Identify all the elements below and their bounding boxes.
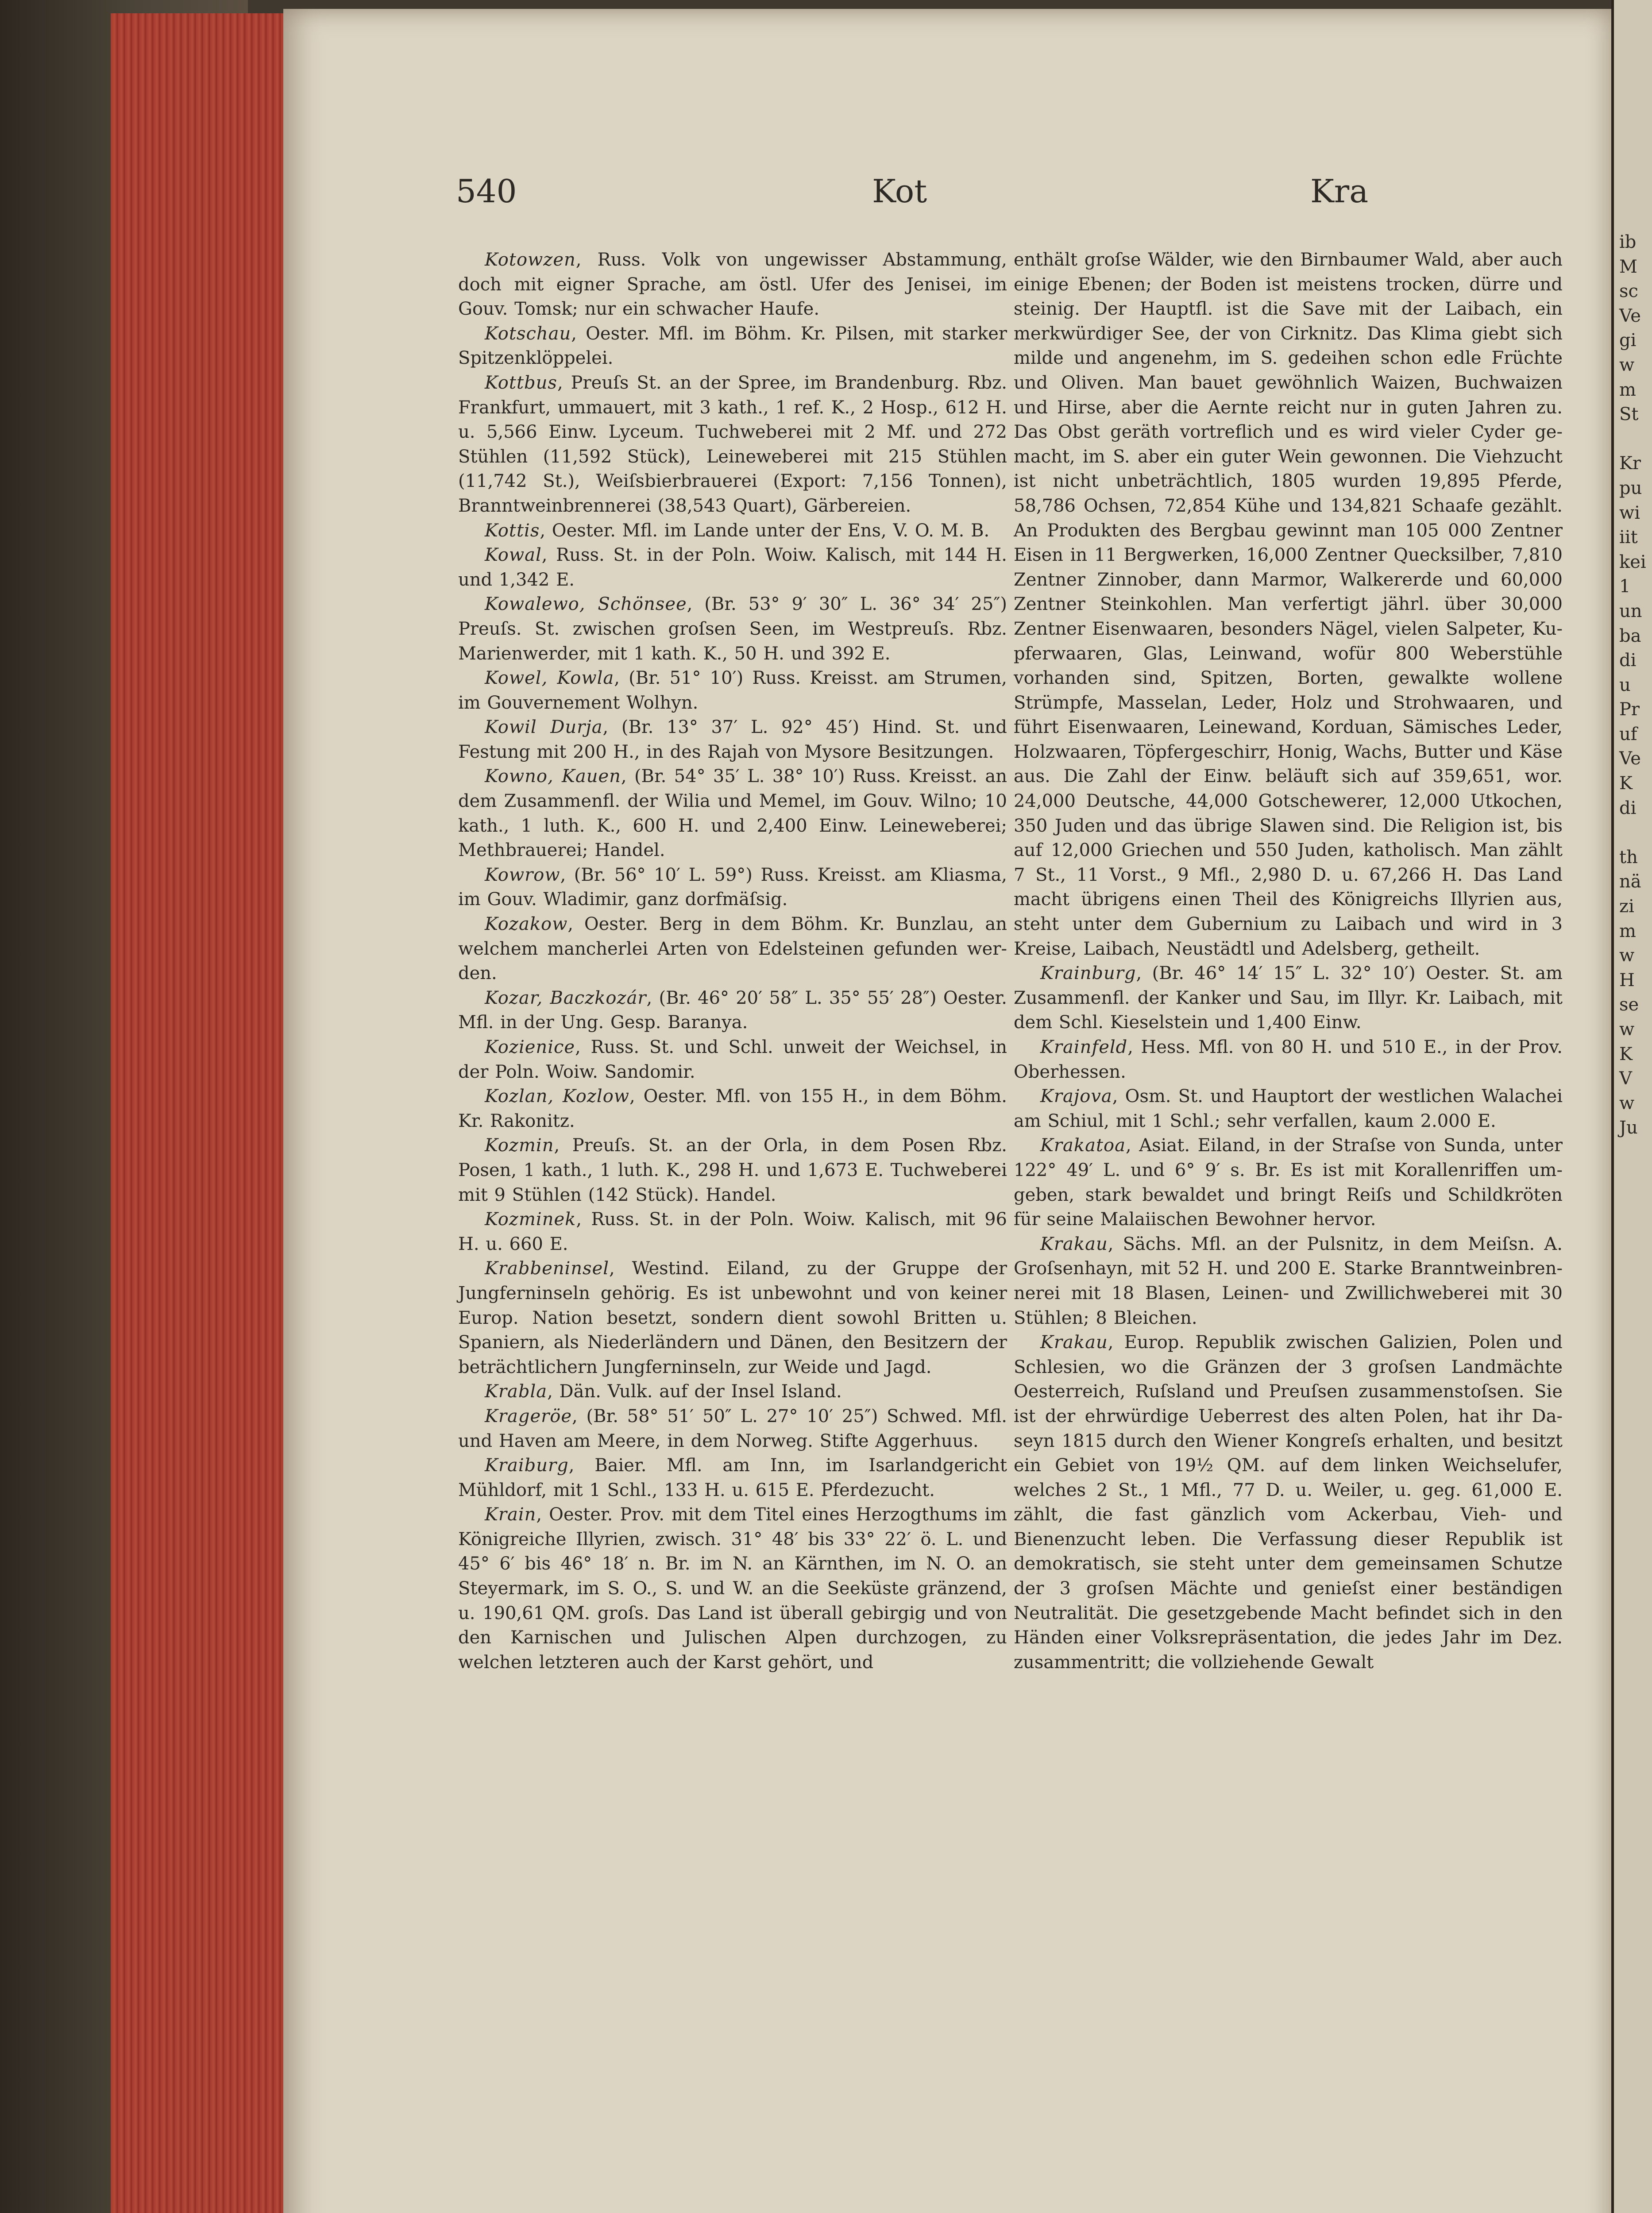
entry-text: , Russ. St. in der Poln. Woiw. Kalisch, mit 144 H. und 1,342 E.: [458, 545, 1007, 590]
entry-headword: Krabla: [485, 1381, 548, 1402]
running-head: [283, 173, 1611, 221]
dictionary-entry: [1014, 1035, 1563, 1084]
right-column: [1014, 248, 1563, 1675]
entry-headword: Kowalewo, Schönsee: [485, 594, 687, 615]
dictionary-entry: [1014, 1133, 1563, 1232]
entry-text: , (Br. 56° 10′ L. 59°) Russ. Kreisst. am Kliasma, im Gouv. Wladimir, ganz dorfmäſsig.: [458, 864, 1007, 910]
dictionary-entry: [1014, 961, 1563, 1035]
dictionary-entry: [458, 1380, 1007, 1404]
dictionary-entry: [458, 1133, 1007, 1207]
entry-text: , Dän. Vulk. auf der Insel Island.: [547, 1381, 842, 1402]
book-page: [283, 9, 1611, 2213]
dictionary-entry: [458, 322, 1007, 371]
next-page-fragment: ib M sc Ve gi w m St Kr pu wi iit kei 1 un ba di u Pr uf Ve K di th nä zi m w H se w K V w Ju: [1619, 232, 1646, 1138]
dictionary-entry: [1014, 1330, 1563, 1675]
entry-headword: Kozminek: [485, 1209, 576, 1230]
entry-headword: Krakatoa: [1040, 1135, 1126, 1156]
entry-headword: Kowno, Kauen: [485, 766, 621, 787]
dictionary-entry: [1014, 1232, 1563, 1330]
entry-headword: Krainburg: [1040, 963, 1136, 984]
entry-headword: Krainfeld: [1040, 1037, 1128, 1057]
dictionary-entry: [1014, 248, 1563, 961]
entry-headword: Kowel, Kowla: [485, 668, 614, 689]
entry-text: , Oester. Prov. mit dem Titel eines Herzogthums im Königreiche Illyrien, zwisch. 31° 48′ bis 33° 22′ ö. L. und 45° 6′ bis 46° 18′ n. Br. im N. an Kärnthen, im N. O. an Steyermark, im S. O., S. und W. an die Seeküste gränzend, u. 190,61 QM. groſs. Das Land ist überall gebirgig und von den Karnischen und Julischen Alpen durchzogen, zu welchen letzteren auch der Karst gehört, und: [458, 1504, 1007, 1673]
entry-headword: Krajova: [1040, 1086, 1112, 1107]
entry-text: , (Br. 46° 14′ 15″ L. 32° 10′) Oester. St. am Zusammenfl. der Kanker und Sau, im Illyr. Kr. Laibach, mit dem Schl. Kieselstein und 1,400 Einw.: [1014, 963, 1563, 1033]
entry-headword: Krageröe: [485, 1406, 572, 1426]
entry-text: enthält groſse Wälder, wie den Birnbaumer Wald, aber auch einige Ebenen; der Boden ist meistens trocken, dürre und steinig. Der Hauptfl. ist die Save mit der Laibach, ein merkwürdiger See, der von Cirknitz. Das Klima giebt sich milde und angenehm, im S. gedeihen schon edle Früchte und Oliven. Man bauet gewöhnlich Waizen, Buchwaizen und Hirse, aber die Aernte reicht nur in guten Jahren zu. Das Obst geräth vortreflich und es wird vieler Cyder gemacht, im S. aber ein guter Wein gewonnen. Die Viehzucht ist nicht unbeträchtlich, 1805 wurden 19,895 Pferde, 58,786 Ochsen, 72,854 Kühe und 134,821 Schaafe gezählt. An Produkten des Bergbau gewinnt man 105 000 Zentner Eisen in 11 Bergwerken, 16,000 Zentner Quecksilber, 7,810 Zentner Zinnober, dann Marmor, Walkererde und 60,000 Zentner Steinkohlen. Man verfertigt jährl. über 30,000 Zentner Eisenwaaren, besonders Nägel, vielen Salpeter, Kupferwaaren, Glas, Leinwand, wofür 800 Weberstühle vorhanden sind, Spitzen, Borten, gewalkte wollene Strümpfe, Masselan, Leder, Holz und Strohwaaren, und führt Eisenwaaren, Leinewand, Korduan, Sämisches Leder, Holzwaaren, Töpfergeschirr, Honig, Wachs, Butter und Käse aus. Die Zahl der Einw. beläuft sich auf 359,651, wor. 24,000 Deutsche, 44,000 Gotschewerer, 12,000 Utkochen, 350 Juden und das übrige Slawen sind. Die Religion ist, bis auf 12,000 Griechen und 550 Juden, katholisch. Man zählt 7 St., 11 Vorst., 9 Mfl., 2,980 D. u. 67,266 H. Das Land macht übrigens einen Theil des Königreichs Illyrien aus, steht unter dem Gubernium zu Laibach und wird in 3 Kreise, Laibach, Neustädtl und Adelsberg, getheilt.: [1014, 250, 1563, 959]
dictionary-entry: [458, 543, 1007, 592]
page-number: 540: [456, 173, 517, 210]
entry-text: , (Br. 58° 51′ 50″ L. 27° 10′ 25″) Schwed. Mfl. und Haven am Meere, in dem Norweg. Stifte Aggerhuus.: [458, 1406, 1007, 1451]
entry-headword: Kotschau: [485, 323, 571, 344]
dictionary-entry: [458, 715, 1007, 764]
entry-headword: Krakau: [1040, 1332, 1108, 1353]
dictionary-entry: [458, 666, 1007, 715]
entry-text: , Hess. Mfl. von 80 H. und 510 E., in der Prov. Oberhessen.: [1014, 1037, 1563, 1082]
entry-text: , (Br. 51° 10′) Russ. Kreisst. am Strumen, im Gouvernement Wolhyn.: [458, 668, 1007, 713]
entry-headword: Kozienice: [485, 1037, 575, 1057]
entry-text: , (Br. 53° 9′ 30″ L. 36° 34′ 25″) Preuſs. St. zwischen groſsen Seen, im Westpreuſs. Rbz. Marienwerder, mit 1 kath. K., 50 H. und 392 E.: [458, 594, 1007, 664]
entry-text: , Russ. Volk von ungewisser Abstammung, doch mit eigner Sprache, am östl. Ufer des Jenisei, im Gouv. Tomsk; nur ein schwacher Haufe.: [458, 250, 1007, 320]
entry-text: , Asiat. Eiland, in der Straſse von Sunda, unter 122° 49′ L. und 6° 9′ s. Br. Es ist mit Korallenriffen umgeben, stark bewaldet und bringt Reiſs und Schildkröten für seine Malaiischen Bewohner hervor.: [1014, 1135, 1563, 1230]
dictionary-entry: [458, 986, 1007, 1035]
entry-text: , Oester. Mfl. im Lande unter der Ens, V. O. M. B.: [540, 520, 990, 541]
entry-text: , Preuſs St. an der Spree, im Brandenburg. Rbz. Frankfurt, ummauert, mit 3 kath., 1 ref. K., 2 Hosp., 612 H. u. 5,566 Einw. Lyceum. Tuchweberei mit 2 Mf. und 272 Stühlen (11,592 Stück), Leineweberei mit 215 Stühlen (11,742 St.), Weiſsbierbrauerei (Export: 7,156 Tonnen), Branntweinbrennerei (38,543 Quart), Gärbereien.: [458, 372, 1007, 516]
entry-headword: Kottbus: [485, 372, 557, 393]
dictionary-entry: [458, 1453, 1007, 1503]
running-head-left: Kot: [872, 173, 927, 210]
entry-text: , Oester. Berg in dem Böhm. Kr. Bunzlau, an welchem mancherlei Arten von Edelsteinen gefunden werden.: [458, 914, 1007, 984]
next-page-margin: [1611, 0, 1652, 2213]
entry-headword: Kozar, Baczkozár: [485, 987, 647, 1008]
dictionary-entry: [458, 592, 1007, 666]
dictionary-entry: [458, 1035, 1007, 1084]
entry-headword: Krain: [485, 1504, 537, 1525]
entry-text: , Russ. St. in der Poln. Woiw. Kalisch, mit 96 H. u. 660 E.: [458, 1209, 1007, 1254]
entry-text: , Oester. Mfl. im Böhm. Kr. Pilsen, mit starker Spitzenklöppelei.: [458, 323, 1007, 369]
entry-text: , Sächs. Mfl. an der Pulsnitz, in dem Meiſsn. A. Groſsenhayn, mit 52 H. und 200 E. Starke Branntweinbrennerei mit 18 Blasen, Leinen- und Zwillichweberei mit 30 Stühlen; 8 Bleichen.: [1014, 1234, 1563, 1328]
entry-headword: Kozakow: [485, 914, 568, 935]
dictionary-entry: [458, 1257, 1007, 1380]
entry-text: , (Br. 46° 20′ 58″ L. 35° 55′ 28″) Oester. Mfl. in der Ung. Gesp. Baranya.: [458, 987, 1007, 1033]
dictionary-entry: [458, 248, 1007, 322]
entry-text: , Oester. Mfl. von 155 H., in dem Böhm. Kr. Rakonitz.: [458, 1086, 1007, 1131]
dictionary-entry: [458, 1404, 1007, 1453]
dictionary-entry: [458, 371, 1007, 519]
entry-headword: Krakau: [1040, 1234, 1108, 1254]
entry-text: , Baier. Mfl. am Inn, im Isarlandgericht Mühldorf, mit 1 Schl., 133 H. u. 615 E. Pferdezucht.: [458, 1455, 1007, 1500]
running-head-right: Kra: [1310, 173, 1369, 210]
entry-headword: Kowrow: [485, 864, 560, 885]
entry-headword: Kraiburg: [485, 1455, 569, 1476]
entry-headword: Kozlan, Kozlow: [485, 1086, 630, 1107]
left-column: [458, 248, 1007, 1675]
dictionary-entry: [458, 519, 1007, 544]
entry-text: , Russ. St. und Schl. unweit der Weichsel, in der Poln. Woiw. Sandomir.: [458, 1037, 1007, 1082]
entry-headword: Krabbeninsel: [485, 1258, 610, 1279]
dictionary-entry: [458, 1207, 1007, 1257]
dictionary-entry: [458, 1503, 1007, 1675]
dictionary-entry: [1014, 1084, 1563, 1133]
entry-text: , Westind. Eiland, zu der Gruppe der Jungferninseln gehörig. Es ist unbewohnt und von keiner Europ. Nation besetzt, sondern dient sowohl Britten u. Spaniern, als Niederländern und Dänen, den Besitzern der beträchtlichern Jungferninseln, zur Weide und Jagd.: [458, 1258, 1007, 1377]
dictionary-entry: [458, 764, 1007, 863]
entry-text: , Preuſs. St. an der Orla, in dem Posen Rbz. Posen, 1 kath., 1 luth. K., 298 H. und 1,673 E. Tuchweberei mit 9 Stühlen (142 Stück). Handel.: [458, 1135, 1007, 1205]
entry-headword: Kozmin: [485, 1135, 554, 1156]
entry-headword: Kowil Durja: [485, 717, 603, 738]
entry-text: , Europ. Republik zwischen Galizien, Polen und Schlesien, wo die Gränzen der 3 groſsen Landmächte Oesterreich, Ruſsland und Preuſsen zusammenstoſsen. Sie ist der ehrwürdige Ueberrest des alten Polen, hat ihr Daseyn 1815 durch den Wiener Kongreſs erhalten, und besitzt ein Gebiet von 19½ QM. auf dem linken Weichselufer, welches 2 St., 1 Mfl., 77 D. u. Weiler, u. geg. 61,000 E. zählt, die fast gänzlich vom Ackerbau, Vieh- und Bienenzucht leben. Die Verfassung dieser Republik ist demokratisch, sie steht unter dem gemeinsamen Schutze der 3 groſsen Mächte und genieſst einer beständigen Neutralität. Die gesetzgebende Macht befindet sich in den Händen einer Volksrepräsentation, die jedes Jahr im Dez. zusammentritt; die vollziehende Gewalt: [1014, 1332, 1563, 1673]
dictionary-entry: [458, 912, 1007, 986]
dictionary-entry: [458, 863, 1007, 912]
entry-headword: Kotowzen: [485, 250, 576, 270]
entry-text: , Osm. St. und Hauptort der westlichen Walachei am Schiul, mit 1 Schl.; sehr verfallen, kaum 2.000 E.: [1014, 1086, 1563, 1131]
entry-headword: Kottis: [485, 520, 540, 541]
dictionary-entry: [458, 1084, 1007, 1133]
entry-text: , (Br. 54° 35′ L. 38° 10′) Russ. Kreisst. an dem Zusammenfl. der Wilia und Memel, im Gouv. Wilno; 10 kath., 1 luth. K., 600 H. und 2,400 Einw. Leineweberei; Methbrauerei; Handel.: [458, 766, 1007, 861]
entry-headword: Kowal: [485, 545, 542, 566]
entry-text: , (Br. 13° 37′ L. 92° 45′) Hind. St. und Festung mit 200 H., in des Rajah von Mysore Besitzungen.: [458, 717, 1007, 762]
